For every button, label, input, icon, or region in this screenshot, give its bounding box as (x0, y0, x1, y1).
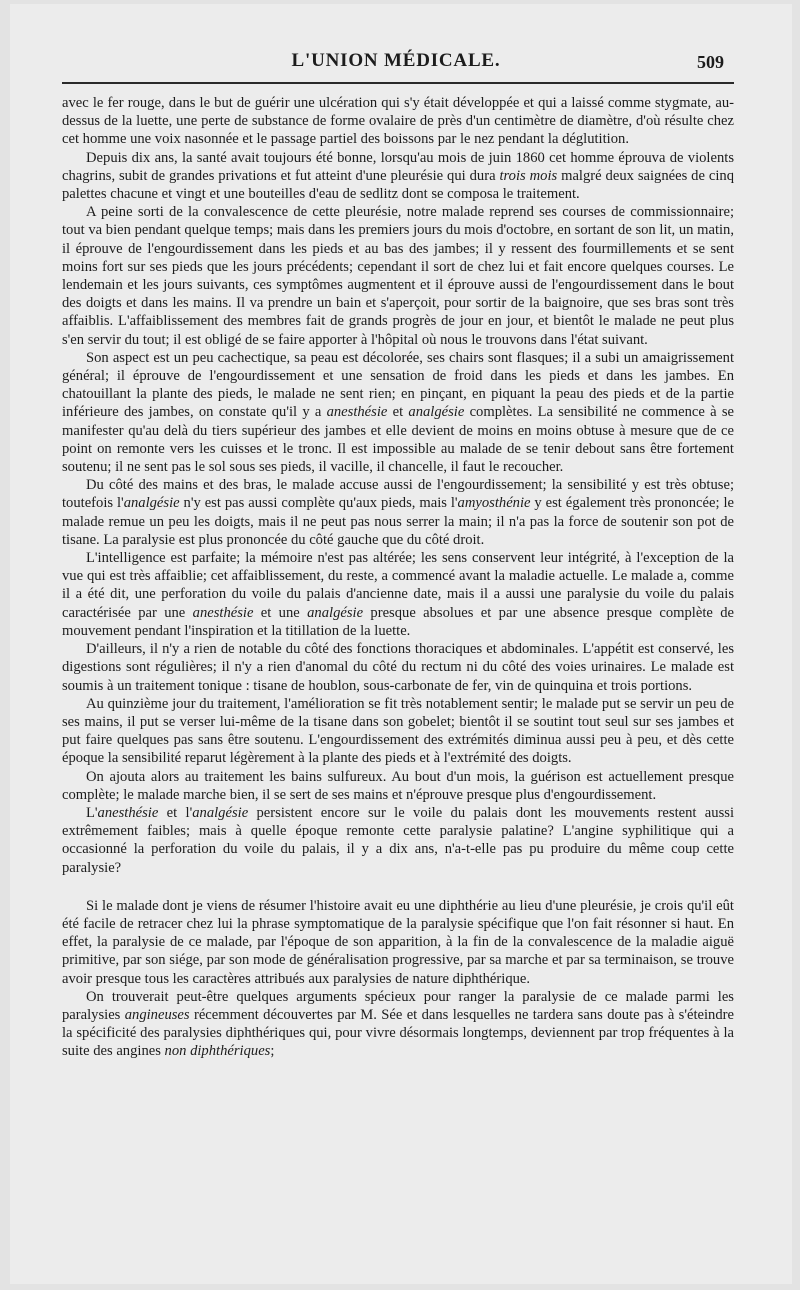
paragraph (62, 804, 734, 877)
italic-term: analgésie (123, 495, 180, 512)
text-run: On ajouta alors au traitement les bains sulfureux. Au bout d'un mois, la guérison est actuellement presque complète; le malade marche bien, il se sert de ses mains et n'éprouve presque plus d'engourdissement. (62, 768, 734, 803)
running-title: L'UNION MÉDICALE. (291, 50, 501, 71)
page-header (60, 50, 732, 78)
text-run: presque absolues et par une absence presque complète de mouvement pendant l'inspiration et la titillation de la luette. (62, 604, 734, 639)
text-run: L'intelligence est parfaite; la mémoire n'est pas altérée; les sens conservent leur intégrité, à l'exception de la vue qui est très affaiblie; cet affaiblissement, du reste, a commencé avant la maladie actuelle. Le malade a, comme il a été dit, une perforation du voile du palais d'ancienne date, mais il a aussi une paralysie du voile du palais caractérisée par une (62, 550, 734, 621)
paragraph (62, 897, 734, 988)
text-run: et (387, 404, 409, 421)
paragraph (62, 549, 734, 640)
text-run: Depuis dix ans, la santé avait toujours été bonne, lorsqu'au mois de juin 1860 cet homme éprouva de violents chagrins, subit de grandes privations et fut atteint d'une pleurésie qui dura (62, 149, 734, 184)
text-run: avec le fer rouge, dans le but de guérir une ulcération qui s'y était développée et qui a laissé comme stygmate, au-dessus de la luette, une perte de substance de forme ovalaire de près d'un centimètre de diamètre, d'où résulte chez cet homme une voix nasonnée et le passage partiel des boissons par le nez pendant la déglutition. (62, 95, 734, 148)
text-run: D'ailleurs, il n'y a rien de notable du côté des fonctions thoraciques et abdominales. L'appétit est conservé, les digestions sont régulières; il n'y a rien d'anomal du côté du rectum ni du côté des voies urinaires. Le malade est soumis à un traitement tonique : tisane de houblon, sous-carbonate de fer, vin de quinquina et trois portions. (62, 641, 734, 694)
text-run: complètes. La sensibilité ne commence à se manifester qu'au delà du tiers supérieur des jambes et elle devient de moins en moins obtuse à mesure que de ce point on remonte vers les cuisses et le tronc. Il est impossible au malade de se tenir debout sans être fortement soutenu; il ne sent pas le sol sous ses pieds, il vacille, il chancelle, il faut le recoucher. (62, 404, 734, 476)
text-run: et l' (158, 804, 193, 821)
italic-term: amyosthénie (457, 495, 531, 512)
text-run: ; (270, 1043, 275, 1060)
italic-term: non diphthériques (164, 1043, 271, 1060)
italic-term: analgésie (408, 404, 465, 421)
page-number: 509 (697, 52, 724, 72)
article-body (62, 94, 734, 1061)
text-run: L' (86, 804, 98, 821)
italic-term: anesthésie (192, 604, 254, 621)
paragraph (62, 94, 734, 149)
text-run: A peine sorti de la convalescence de cette pleurésie, notre malade reprend ses courses de commissionnaire; tout va bien pendant quelque temps; mais dans les premiers jours du mois d'octobre, en sortant de son lit, un matin, il éprouve de l'engourdissement dans les pieds et au bas des jambes; il y ressent des fourmillements et se sent moins fort sur ses pieds que les jours précédents; cependant il sort de chez lui et fait encore quelques courses. Le lendemain et les jours suivants, ces symptômes augmentent et il éprouve aussi de l'engourdissement dans le bout des doigts et dans les mains. Il va prendre un bain et s'aperçoit, pour sortir de la baignoire, que ses bras sont très affaiblis. L'affaiblissement des membres fait de grands progrès de jour en jour, et bientôt le malade ne peut plus s'en servir du tout; il est obligé de se faire apporter à l'hôpital où nous le trouvons dans l'état suivant. (62, 204, 734, 348)
italic-term: analgésie (307, 604, 364, 621)
text-run: Du côté des mains et des bras, le malade accuse aussi de l'engourdissement; la sensibilité y est très obtuse; toutefois l' (62, 477, 734, 512)
paragraph (62, 695, 734, 768)
text-run: Au quinzième jour du traitement, l'amélioration se fit très notablement sentir; le malade put se servir un peu de ses mains, il put se verser lui-même de la tisane dans son gobelet; bientôt il se soutint tout seul sur ses jambes et put faire quelques pas sans être soutenu. L'engourdissement des extrémités diminua aussi peu à peu, et dès cette époque la sensibilité reparut légèrement à la plante des pieds et à l'extrémité des doigts. (62, 695, 734, 767)
text-run: n'y est pas aussi complète qu'aux pieds, mais l' (179, 495, 458, 512)
paragraph (62, 640, 734, 695)
paragraph (62, 988, 734, 1061)
paragraph (62, 768, 734, 804)
paragraph (62, 203, 734, 349)
text-run: y est également très prononcée; le malade remue un peu les doigts, mais il ne peut pas nous serrer la main; il n'a pas la force de soutenir son pot de tisane. La paralysie est plus prononcée du côté gauche que du côté droit. (62, 495, 734, 548)
text-run: et une (253, 604, 308, 621)
italic-term: angineuses (124, 1006, 190, 1023)
text-run: persistent encore sur le voile du palais dont les mouvements restent aussi extrêmement faibles; mais à quelle époque remonte cette paralysie palatine? L'angine syphilitique qui a occasionné la perforation du voile du palais, il y a dix ans, n'a-t-elle pas pu produire du même coup cette paralysie? (62, 804, 734, 876)
italic-term: anesthésie (97, 804, 159, 821)
paragraph (62, 476, 734, 549)
text-run: On trouverait peut-être quelques arguments spécieux pour ranger la paralysie de ce malade parmi les paralysies (62, 988, 734, 1023)
paragraph (62, 349, 734, 476)
text-run: récemment découvertes par M. Sée et dans lesquelles ne tardera sans doute pas à s'éteindre la spécificité des paralysies diphthériques qui, pour vivre désormais longtemps, deviennent par trop fréquentes à la suite des angines (62, 1006, 734, 1060)
italic-term: trois mois (499, 167, 558, 184)
header-rule (62, 82, 734, 84)
document-page (10, 4, 792, 1284)
text-run: malgré deux saignées de cinq palettes chacune et vingt et une bouteilles d'eau de sedlitz dont se composa le traitement. (62, 167, 734, 203)
italic-term: anesthésie (326, 404, 388, 421)
italic-term: analgésie (192, 804, 249, 821)
text-run: Si le malade dont je viens de résumer l'histoire avait eu une diphthérie au lieu d'une pleurésie, je crois qu'il eût été facile de retracer chez lui la phrase symptomatique de la paralysie spécifique que l'on fait résonner si haut. En effet, la paralysie de ce malade, par l'époque de son apparition, à la fin de la convalescence de la maladie aiguë primitive, par son siége, par son mode de généralisation progressive, par sa marche et par sa terminaison, se trouve avoir presque tous les caractères attribués aux paralysies de nature diphthérique. (62, 897, 734, 987)
text-run: Son aspect est un peu cachectique, sa peau est décolorée, ses chairs sont flasques; il a subi un amaigrissement général; il éprouve de l'engourdissement et une sensation de froid dans les pieds et dans les jambes. En chatouillant la plante des pieds, le malade ne sent rien; en pinçant, en piquant la peau des pieds et de la partie inférieure des jambes, on constate qu'il y a (62, 349, 734, 421)
paragraph (62, 149, 734, 204)
